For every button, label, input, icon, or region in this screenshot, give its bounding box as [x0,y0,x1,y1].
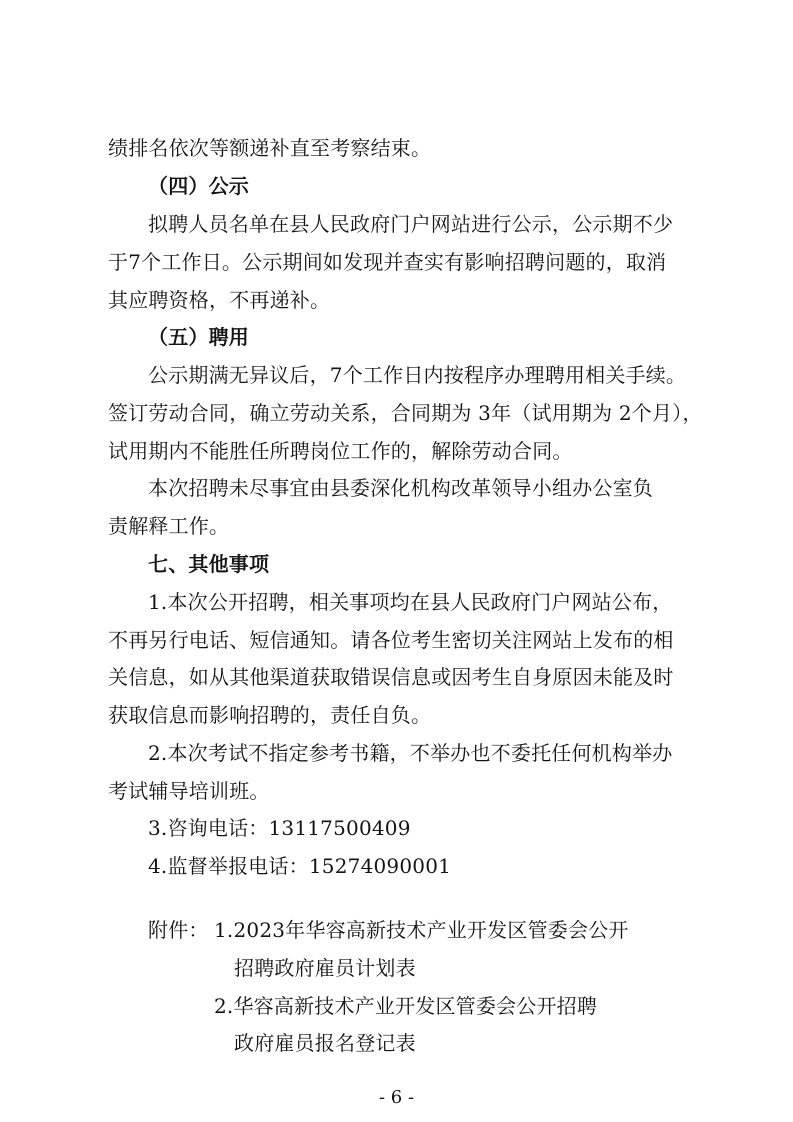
publicity-paragraph-line-1: 拟聘人员名单在县人民政府门户网站进行公示，公示期不少 [148,212,674,236]
employment-paragraph-line-1: 公示期满无异议后，7个工作日内按程序办理聘用相关手续。 [148,363,687,387]
attachment-1-line-2: 招聘政府雇员计划表 [234,956,416,980]
item-1-line-1: 1.本次公开招聘，相关事项均在县人民政府门户网站公布， [148,590,673,614]
item-4-supervision-phone: 4.监督举报电话：15274090001 [148,854,452,878]
section-heading-publicity: （四）公示 [148,174,249,198]
paragraph-continuation: 绩排名依次等额递补直至考察结束。 [108,136,432,160]
interpretation-paragraph-line-2: 责解释工作。 [108,514,230,538]
item-3-consultation-phone: 3.咨询电话：13117500409 [148,816,411,840]
publicity-paragraph-line-2: 于7个工作日。公示期间如发现并查实有影响招聘问题的，取消 [108,250,667,274]
attachment-2-line-2: 政府雇员报名登记表 [234,1031,416,1055]
employment-paragraph-line-3: 试用期内不能胜任所聘岗位工作的，解除劳动合同。 [108,439,573,463]
page-number: - 6 - [378,1087,415,1108]
item-1-line-3: 关信息，如从其他渠道获取错误信息或因考生自身原因未能及时 [108,665,674,689]
section-heading-employment: （五）聘用 [148,325,249,349]
publicity-paragraph-line-3: 其应聘资格，不再递补。 [108,288,331,312]
attachments-label: 附件： [148,918,209,942]
attachment-1-line-1: 1.2023年华容高新技术产业开发区管委会公开 [214,918,629,942]
section-heading-other-matters: 七、其他事项 [148,552,270,576]
interpretation-paragraph-line-1: 本次招聘未尽事宜由县委深化机构改革领导小组办公室负 [148,476,653,500]
item-2-line-2: 考试辅导培训班。 [108,779,270,803]
item-2-line-1: 2.本次考试不指定参考书籍，不举办也不委托任何机构举办 [148,741,673,765]
item-1-line-4: 获取信息而影响招聘的，责任自负。 [108,703,432,727]
item-1-line-2: 不再另行电话、短信通知。请各位考生密切关注网站上发布的相 [108,628,674,652]
employment-paragraph-line-2: 签订劳动合同，确立劳动关系，合同期为 3年（试用期为 2个月）， [108,401,703,425]
attachment-2-line-1: 2.华容高新技术产业开发区管委会公开招聘 [214,994,598,1018]
